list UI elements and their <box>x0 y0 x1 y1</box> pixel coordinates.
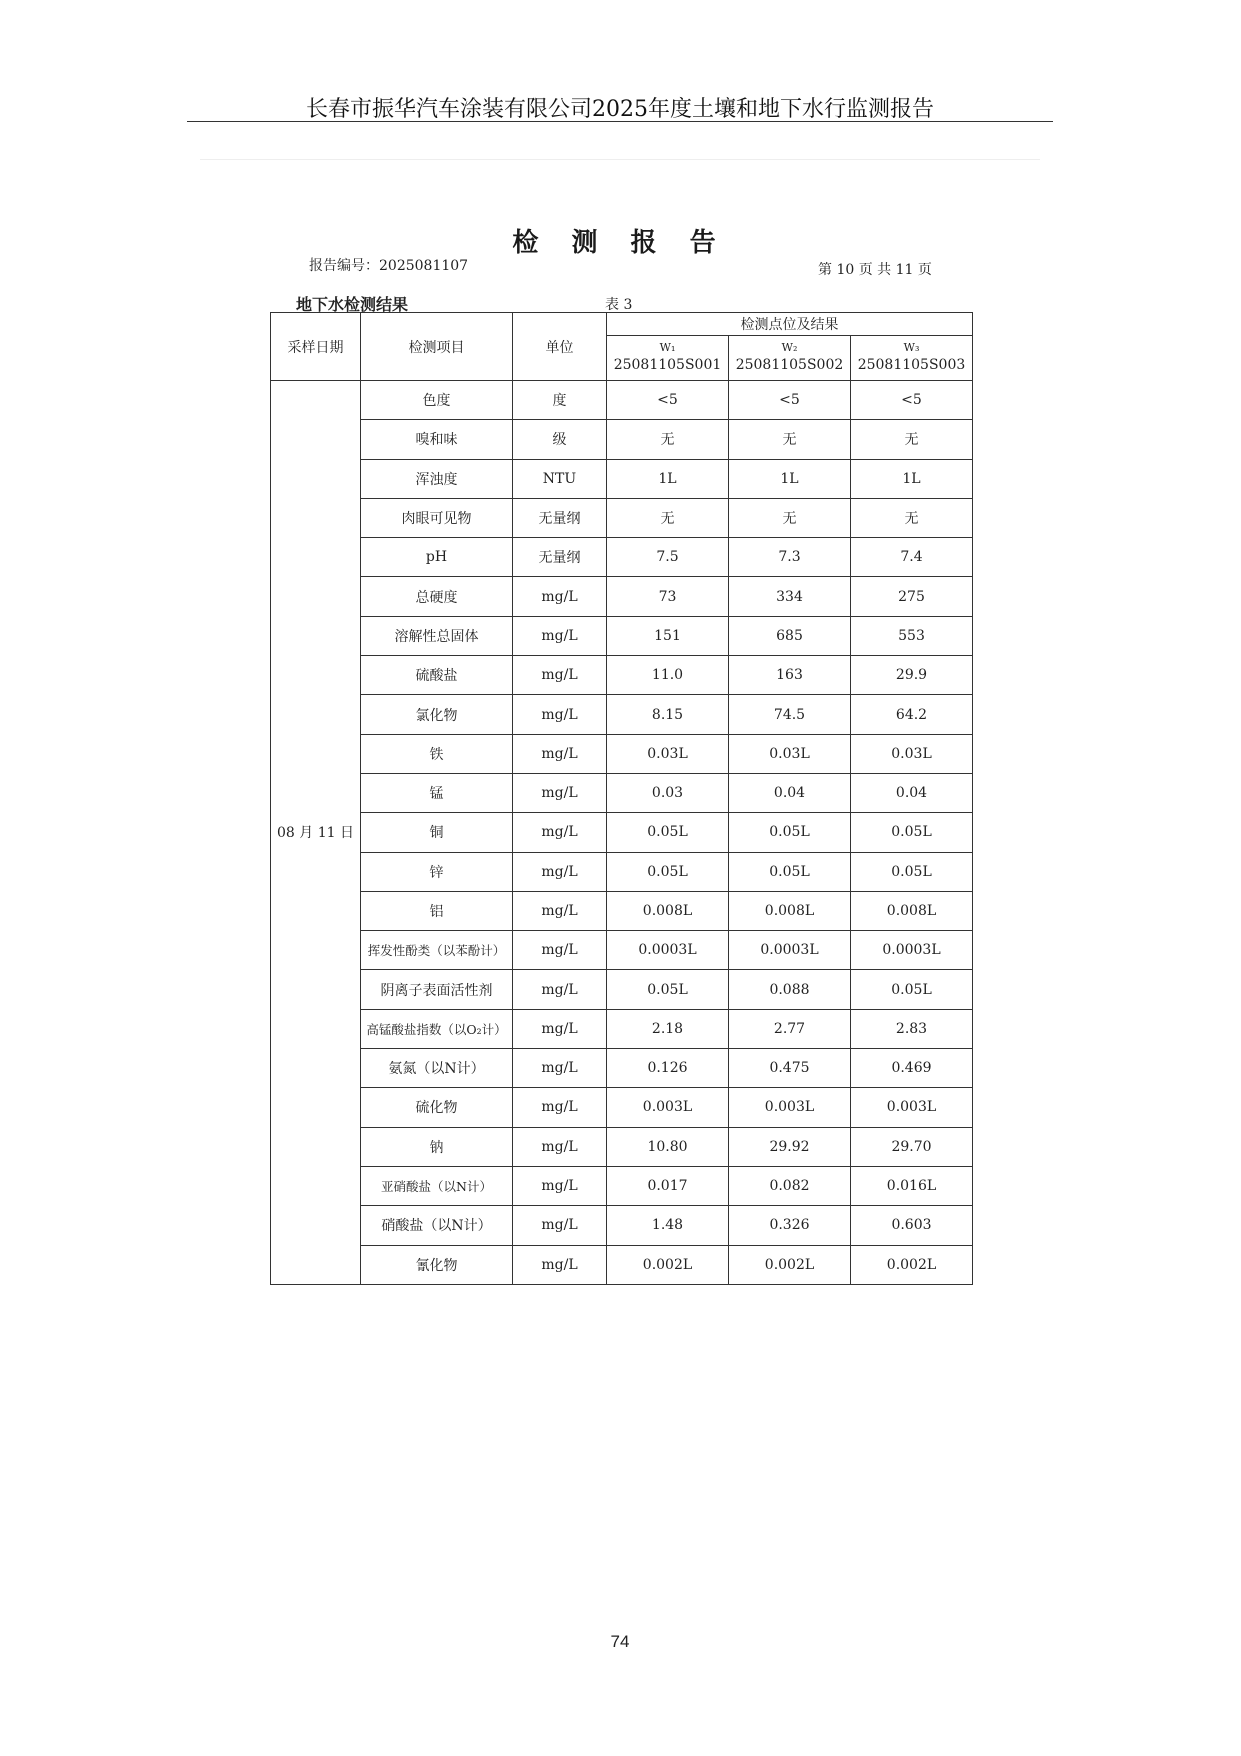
table-row <box>271 734 973 773</box>
scan-edge-line <box>200 159 1040 160</box>
value-w1-cell: <5 <box>607 381 729 420</box>
item-cell: 氰化物 <box>361 1245 513 1284</box>
value-w3-cell: 无 <box>851 498 973 537</box>
table-row <box>271 695 973 734</box>
value-w1-cell: 0.126 <box>607 1049 729 1088</box>
item-cell: 亚硝酸盐（以N计） <box>361 1166 513 1205</box>
value-w2-cell: 334 <box>729 577 851 616</box>
item-cell: 氨氮（以N计） <box>361 1049 513 1088</box>
page-number: 74 <box>610 1632 630 1651</box>
point-code: 25081105S001 <box>613 357 722 373</box>
value-w1-cell: 7.5 <box>607 538 729 577</box>
table-row <box>271 931 973 970</box>
unit-cell: mg/L <box>513 1049 607 1088</box>
value-w3-cell: 0.0003L <box>851 931 973 970</box>
value-w1-cell: 0.03 <box>607 773 729 812</box>
value-w3-cell: 0.016L <box>851 1166 973 1205</box>
value-w1-cell: 0.03L <box>607 734 729 773</box>
value-w3-cell: 0.003L <box>851 1088 973 1127</box>
value-w1-cell: 0.05L <box>607 813 729 852</box>
unit-cell: mg/L <box>513 616 607 655</box>
table-row <box>271 616 973 655</box>
point-code: 25081105S002 <box>735 357 844 373</box>
value-w2-cell: 0.082 <box>729 1166 851 1205</box>
unit-cell: mg/L <box>513 1206 607 1245</box>
value-w1-cell: 0.017 <box>607 1166 729 1205</box>
item-cell: 浑浊度 <box>361 459 513 498</box>
value-w1-cell: 10.80 <box>607 1127 729 1166</box>
table-row <box>271 813 973 852</box>
page-info: 第 10 页 共 11 页 <box>818 262 932 278</box>
unit-cell: mg/L <box>513 656 607 695</box>
value-w3-cell: 0.05L <box>851 970 973 1009</box>
results-table <box>270 312 973 1285</box>
value-w3-cell: 0.03L <box>851 734 973 773</box>
value-w2-cell: 0.088 <box>729 970 851 1009</box>
value-w2-cell: 74.5 <box>729 695 851 734</box>
unit-cell: 无量纲 <box>513 498 607 537</box>
item-cell: 锰 <box>361 773 513 812</box>
value-w3-cell: 0.04 <box>851 773 973 812</box>
value-w1-cell: 1.48 <box>607 1206 729 1245</box>
value-w3-cell: 64.2 <box>851 695 973 734</box>
report-title: 检 测 报 告 <box>512 228 728 258</box>
point-label: W₂ <box>781 341 798 354</box>
unit-cell: mg/L <box>513 1127 607 1166</box>
value-w2-cell: 0.003L <box>729 1088 851 1127</box>
table-row <box>271 498 973 537</box>
value-w3-cell: 29.70 <box>851 1127 973 1166</box>
value-w1-cell: 73 <box>607 577 729 616</box>
header-point <box>729 336 851 381</box>
table-row <box>271 538 973 577</box>
value-w1-cell: 0.003L <box>607 1088 729 1127</box>
item-cell: 肉眼可见物 <box>361 498 513 537</box>
table-row <box>271 420 973 459</box>
unit-cell: mg/L <box>513 577 607 616</box>
item-cell: 溶解性总固体 <box>361 616 513 655</box>
item-cell: pH <box>361 538 513 577</box>
unit-cell: mg/L <box>513 1009 607 1048</box>
value-w1-cell: 0.002L <box>607 1245 729 1284</box>
point-label: W₁ <box>659 341 676 354</box>
unit-cell: mg/L <box>513 1245 607 1284</box>
item-cell: 铜 <box>361 813 513 852</box>
table-row <box>271 381 973 420</box>
header-unit: 单位 <box>513 313 607 381</box>
unit-cell: mg/L <box>513 852 607 891</box>
value-w3-cell: 无 <box>851 420 973 459</box>
value-w3-cell: 0.469 <box>851 1049 973 1088</box>
point-label: W₃ <box>903 341 920 354</box>
value-w2-cell: 163 <box>729 656 851 695</box>
table-row <box>271 656 973 695</box>
unit-cell: mg/L <box>513 891 607 930</box>
table-row <box>271 1245 973 1284</box>
value-w3-cell: 275 <box>851 577 973 616</box>
unit-cell: mg/L <box>513 773 607 812</box>
item-cell: 锌 <box>361 852 513 891</box>
unit-cell: NTU <box>513 459 607 498</box>
value-w1-cell: 8.15 <box>607 695 729 734</box>
item-cell: 挥发性酚类（以苯酚计） <box>361 931 513 970</box>
value-w1-cell: 0.008L <box>607 891 729 930</box>
table-row <box>271 1009 973 1048</box>
value-w3-cell: 2.83 <box>851 1009 973 1048</box>
header-row <box>271 313 973 336</box>
value-w2-cell: 无 <box>729 498 851 537</box>
header-divider <box>187 121 1053 122</box>
table-row <box>271 1049 973 1088</box>
value-w1-cell: 151 <box>607 616 729 655</box>
table-row <box>271 970 973 1009</box>
point-code: 25081105S003 <box>857 357 966 373</box>
table-number: 表 3 <box>605 297 633 313</box>
table-row <box>271 852 973 891</box>
value-w2-cell: 0.04 <box>729 773 851 812</box>
value-w3-cell: 0.002L <box>851 1245 973 1284</box>
value-w2-cell: 0.05L <box>729 852 851 891</box>
value-w3-cell: 0.008L <box>851 891 973 930</box>
value-w3-cell: <5 <box>851 381 973 420</box>
unit-cell: 级 <box>513 420 607 459</box>
value-w2-cell: 无 <box>729 420 851 459</box>
item-cell: 总硬度 <box>361 577 513 616</box>
table-row <box>271 773 973 812</box>
value-w1-cell: 1L <box>607 459 729 498</box>
value-w1-cell: 2.18 <box>607 1009 729 1048</box>
table-row <box>271 577 973 616</box>
item-cell: 硝酸盐（以N计） <box>361 1206 513 1245</box>
value-w1-cell: 0.05L <box>607 970 729 1009</box>
header-sample-date: 采样日期 <box>271 313 361 381</box>
value-w1-cell: 0.05L <box>607 852 729 891</box>
value-w2-cell: 0.03L <box>729 734 851 773</box>
value-w1-cell: 无 <box>607 420 729 459</box>
item-cell: 铁 <box>361 734 513 773</box>
value-w2-cell: 0.05L <box>729 813 851 852</box>
unit-cell: 无量纲 <box>513 538 607 577</box>
item-cell: 高锰酸盐指数（以O₂计） <box>361 1009 513 1048</box>
value-w3-cell: 0.05L <box>851 813 973 852</box>
value-w2-cell: 0.475 <box>729 1049 851 1088</box>
table-row <box>271 1127 973 1166</box>
value-w3-cell: 553 <box>851 616 973 655</box>
value-w2-cell: 1L <box>729 459 851 498</box>
value-w3-cell: 7.4 <box>851 538 973 577</box>
item-cell: 钠 <box>361 1127 513 1166</box>
value-w3-cell: 1L <box>851 459 973 498</box>
value-w2-cell: 685 <box>729 616 851 655</box>
value-w2-cell: 7.3 <box>729 538 851 577</box>
report-number: 报告编号：2025081107 <box>309 258 469 274</box>
table-title: 地下水检测结果 <box>296 295 409 314</box>
value-w2-cell: 0.0003L <box>729 931 851 970</box>
value-w3-cell: 29.9 <box>851 656 973 695</box>
header-point <box>607 336 729 381</box>
item-cell: 阴离子表面活性剂 <box>361 970 513 1009</box>
unit-cell: mg/L <box>513 970 607 1009</box>
unit-cell: mg/L <box>513 1088 607 1127</box>
running-header: 长春市振华汽车涂装有限公司2025年度土壤和地下水行监测报告 <box>306 97 934 122</box>
table-row <box>271 891 973 930</box>
value-w1-cell: 无 <box>607 498 729 537</box>
value-w2-cell: 0.002L <box>729 1245 851 1284</box>
item-cell: 嗅和味 <box>361 420 513 459</box>
value-w1-cell: 0.0003L <box>607 931 729 970</box>
item-cell: 硫化物 <box>361 1088 513 1127</box>
unit-cell: mg/L <box>513 813 607 852</box>
item-cell: 色度 <box>361 381 513 420</box>
value-w2-cell: 29.92 <box>729 1127 851 1166</box>
table-row <box>271 1206 973 1245</box>
item-cell: 硫酸盐 <box>361 656 513 695</box>
value-w3-cell: 0.05L <box>851 852 973 891</box>
value-w2-cell: <5 <box>729 381 851 420</box>
unit-cell: 度 <box>513 381 607 420</box>
value-w1-cell: 11.0 <box>607 656 729 695</box>
value-w2-cell: 0.008L <box>729 891 851 930</box>
unit-cell: mg/L <box>513 931 607 970</box>
header-item: 检测项目 <box>361 313 513 381</box>
table-row <box>271 1088 973 1127</box>
unit-cell: mg/L <box>513 734 607 773</box>
value-w3-cell: 0.603 <box>851 1206 973 1245</box>
item-cell: 铝 <box>361 891 513 930</box>
unit-cell: mg/L <box>513 1166 607 1205</box>
table-row <box>271 459 973 498</box>
table-row <box>271 1166 973 1205</box>
unit-cell: mg/L <box>513 695 607 734</box>
header-point <box>851 336 973 381</box>
value-w2-cell: 2.77 <box>729 1009 851 1048</box>
header-group: 检测点位及结果 <box>607 313 973 336</box>
sample-date-cell: 08 月 11 日 <box>271 381 361 1285</box>
item-cell: 氯化物 <box>361 695 513 734</box>
value-w2-cell: 0.326 <box>729 1206 851 1245</box>
